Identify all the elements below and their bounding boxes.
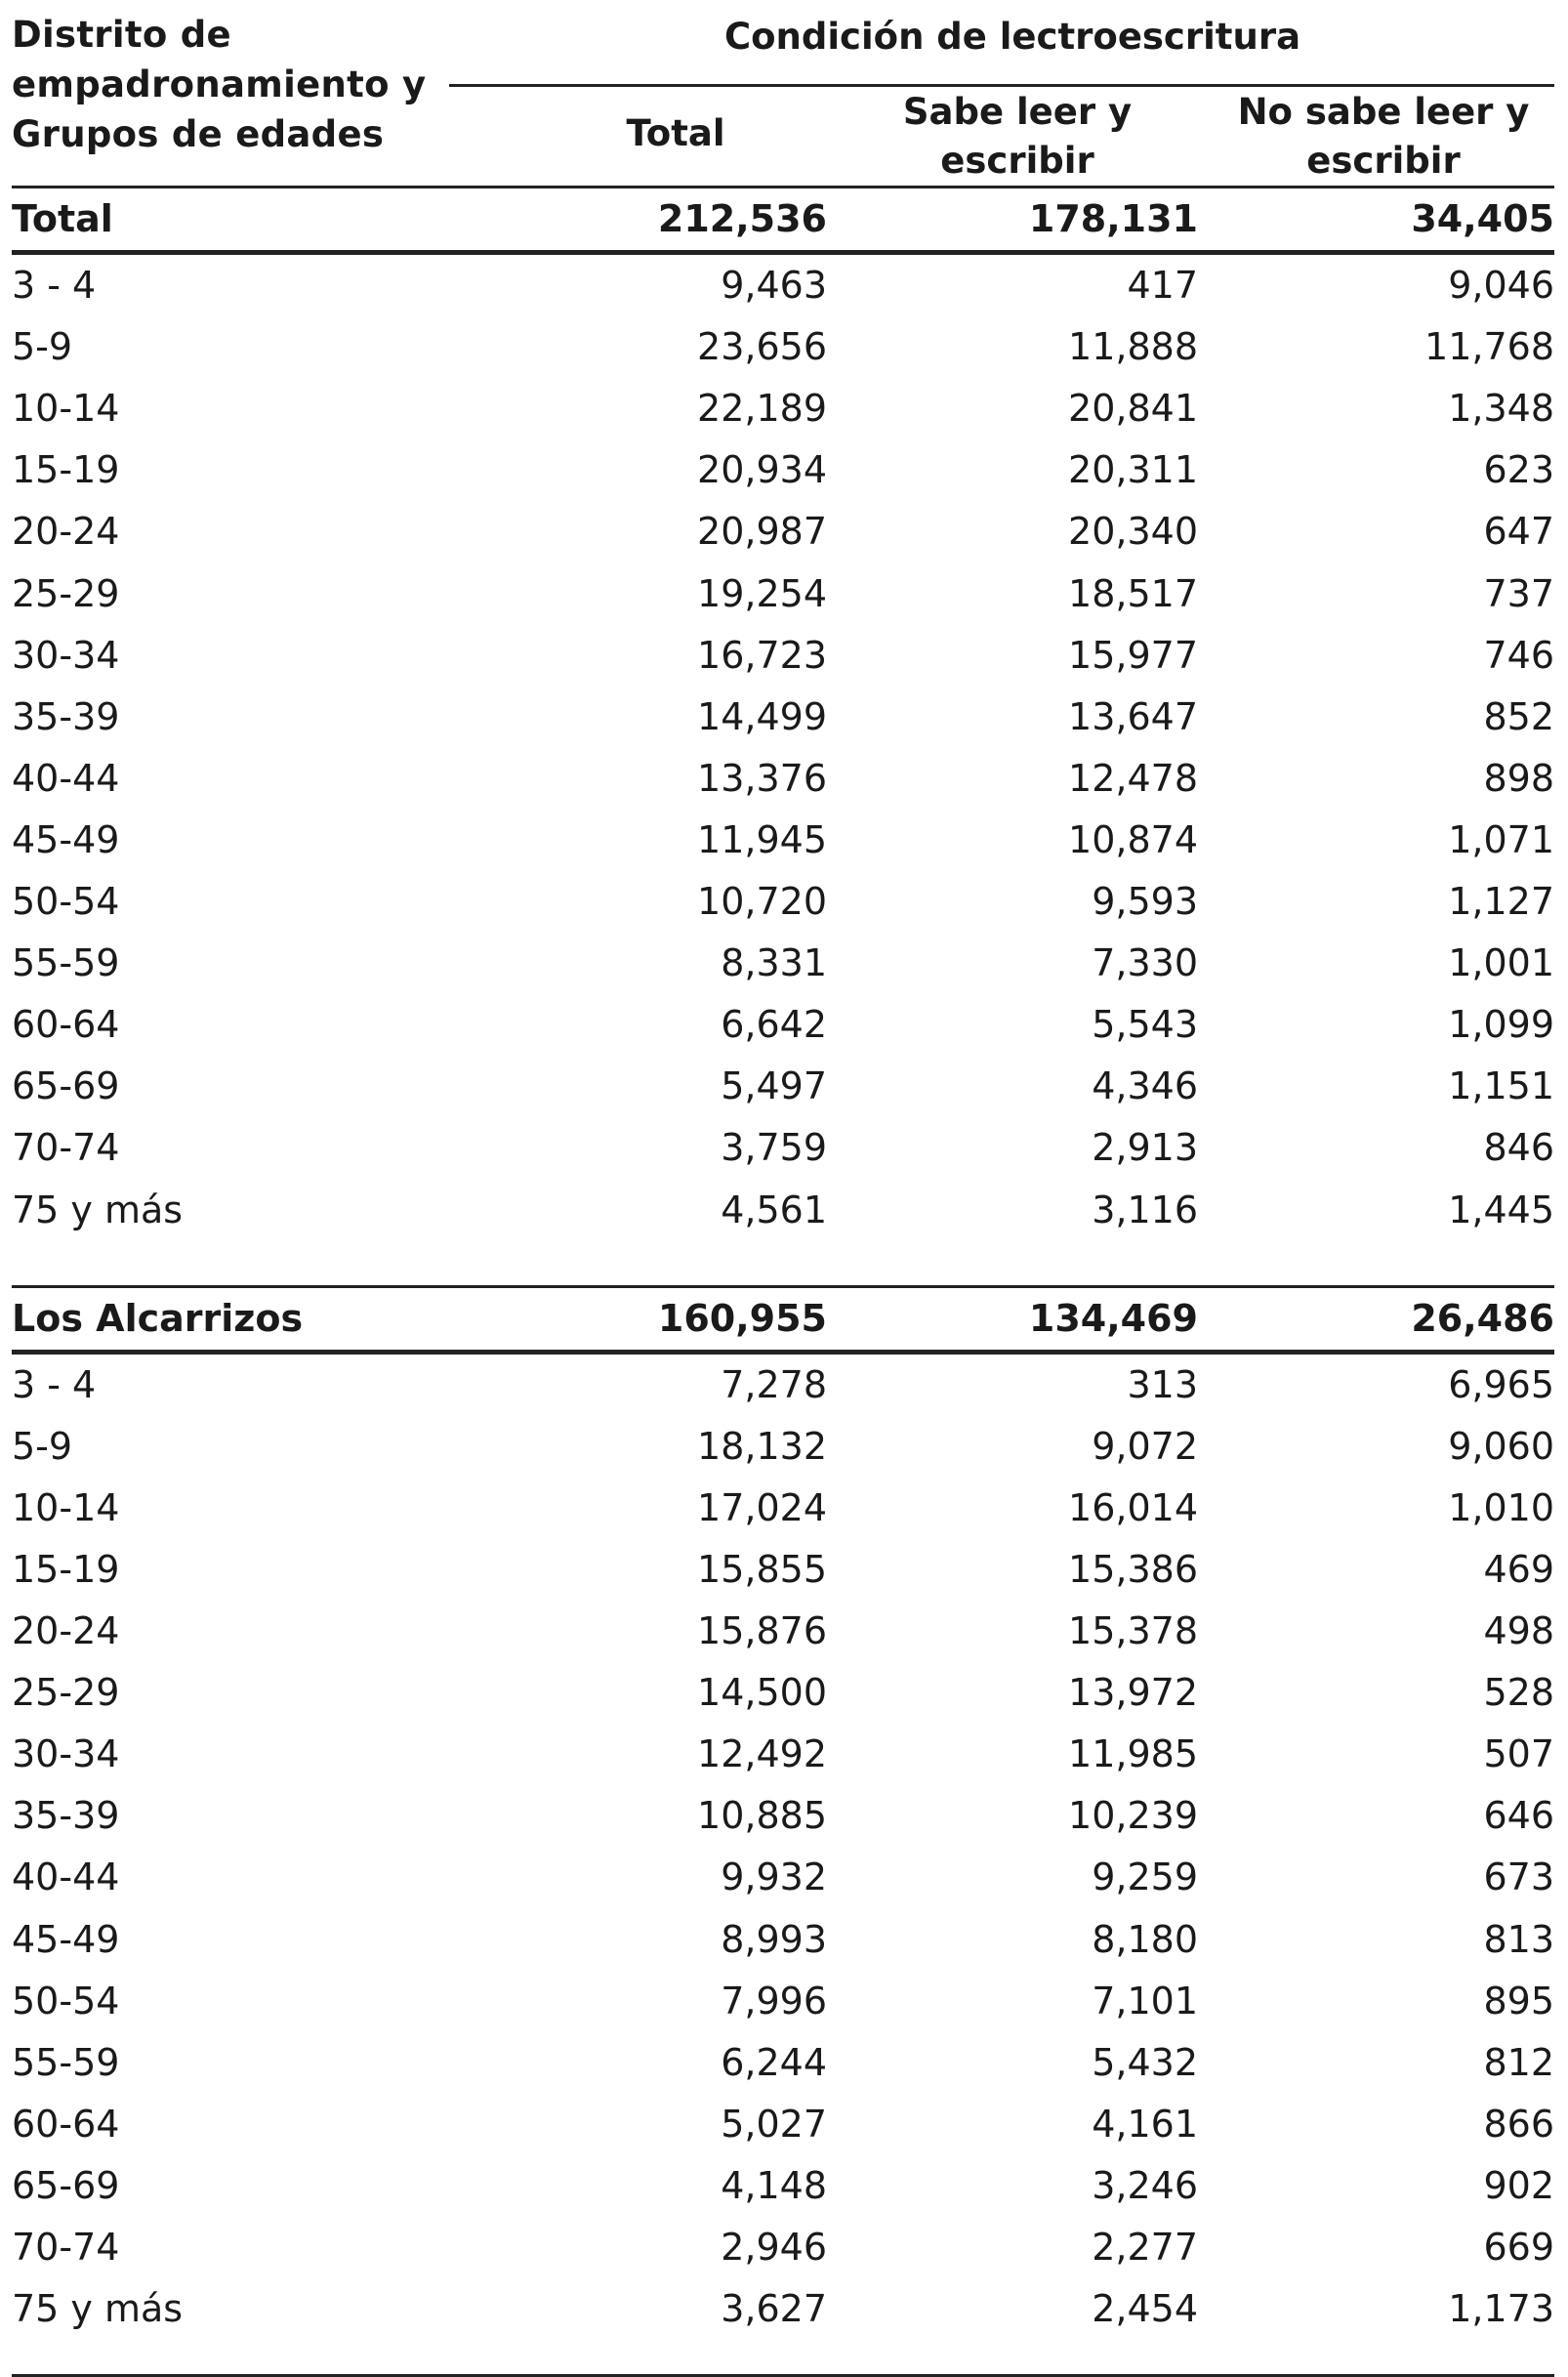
literate-value: 5,432: [1092, 2040, 1198, 2084]
illiterate-value: 1,445: [1448, 1188, 1554, 1231]
column-header-total: Total: [626, 112, 725, 154]
literate-value: 12,478: [1068, 756, 1198, 800]
illiterate-value: 9,060: [1448, 1424, 1554, 1468]
literate-value: 11,985: [1068, 1732, 1198, 1776]
illiterate-value: 898: [1483, 756, 1554, 800]
table-row: [12, 1601, 1554, 1662]
literate-value: 15,386: [1068, 1547, 1198, 1591]
total-value: 17,024: [697, 1485, 827, 1529]
literate-value: 2,277: [1092, 2226, 1198, 2269]
table-row: [12, 1785, 1554, 1847]
table-row: [12, 1056, 1554, 1117]
total-value: 16,723: [697, 633, 827, 677]
end-gap: [12, 2340, 1554, 2374]
table-row: [12, 1662, 1554, 1724]
table-row: [12, 871, 1554, 933]
table-row: [12, 810, 1554, 871]
age-group-label: 65-69: [12, 2163, 120, 2207]
literate-value: 15,977: [1068, 633, 1198, 677]
illiterate-value: 866: [1483, 2102, 1554, 2146]
table-row: [12, 2278, 1554, 2340]
illiterate-value: 11,768: [1424, 325, 1554, 369]
table-row: [12, 2155, 1554, 2217]
table-row: [12, 1117, 1554, 1179]
table-row: [12, 316, 1554, 378]
illiterate-value: 1,010: [1448, 1485, 1554, 1529]
literate-value: 178,131: [1028, 197, 1198, 240]
total-value: 4,148: [721, 2163, 827, 2207]
age-group-label: 65-69: [12, 1064, 120, 1108]
literate-value: 2,913: [1092, 1126, 1198, 1170]
total-value: 5,497: [721, 1064, 827, 1108]
literate-value: 4,161: [1092, 2102, 1198, 2146]
total-value: 9,463: [721, 264, 827, 308]
illiterate-value: 34,405: [1411, 197, 1554, 240]
literate-value: 10,874: [1068, 817, 1198, 861]
age-group-label: 50-54: [12, 880, 120, 924]
section-total-row: [12, 188, 1554, 250]
literate-value: 13,972: [1068, 1671, 1198, 1715]
section-name: Los Alcarrizos: [12, 1296, 304, 1340]
age-group-label: 30-34: [12, 633, 120, 677]
age-group-label: 10-14: [12, 1485, 120, 1529]
literate-value: 4,346: [1092, 1064, 1198, 1108]
illiterate-value: 852: [1483, 694, 1554, 738]
age-group-label: 5-9: [12, 1424, 73, 1468]
column-header-literate: Sabe leer y escribir: [902, 91, 1133, 182]
total-value: 18,132: [697, 1424, 827, 1468]
age-group-label: 30-34: [12, 1732, 120, 1776]
illiterate-value: 1,127: [1448, 880, 1554, 924]
table-row: [12, 687, 1554, 748]
total-value: 7,996: [721, 1979, 827, 2023]
total-value: 4,561: [721, 1188, 827, 1231]
total-value: 8,993: [721, 1917, 827, 1961]
age-group-label: 5-9: [12, 325, 73, 369]
age-group-label: 20-24: [12, 1609, 120, 1653]
row-label-header: Distrito de empadronamiento y Grupos de edades: [12, 14, 427, 155]
age-group-label: 20-24: [12, 510, 120, 554]
age-group-label: 40-44: [12, 1856, 120, 1899]
total-value: 8,331: [721, 941, 827, 985]
table-row: [12, 1847, 1554, 1908]
literate-value: 8,180: [1092, 1917, 1198, 1961]
illiterate-value: 1,071: [1448, 817, 1554, 861]
illiterate-value: 669: [1483, 2226, 1554, 2269]
literate-value: 20,311: [1068, 448, 1198, 492]
literate-value: 417: [1127, 264, 1198, 308]
section-total-row: [12, 1288, 1554, 1350]
illiterate-value: 1,173: [1448, 2287, 1554, 2331]
illiterate-value: 507: [1483, 1732, 1554, 1776]
age-group-label: 45-49: [12, 1917, 120, 1961]
illiterate-value: 846: [1483, 1126, 1554, 1170]
total-value: 7,278: [721, 1362, 827, 1406]
literate-value: 134,469: [1028, 1296, 1198, 1340]
table-row: [12, 1539, 1554, 1601]
age-group-label: 45-49: [12, 817, 120, 861]
table-row: [12, 378, 1554, 439]
illiterate-value: 812: [1483, 2040, 1554, 2084]
table-row: [12, 439, 1554, 501]
age-group-label: 35-39: [12, 694, 120, 738]
total-value: 2,946: [721, 2226, 827, 2269]
table-body: [12, 188, 1554, 2377]
total-value: 3,627: [721, 2287, 827, 2331]
illiterate-value: 895: [1483, 1979, 1554, 2023]
table-row: [12, 1180, 1554, 1241]
age-group-label: 15-19: [12, 448, 120, 492]
total-value: 9,932: [721, 1856, 827, 1899]
section-gap: [12, 1241, 1554, 1285]
total-value: 12,492: [697, 1732, 827, 1776]
age-group-label: 60-64: [12, 1003, 120, 1047]
age-group-label: 25-29: [12, 1671, 120, 1715]
table-row: [12, 2032, 1554, 2094]
literate-value: 16,014: [1068, 1485, 1198, 1529]
age-group-label: 50-54: [12, 1979, 120, 2023]
total-value: 5,027: [721, 2102, 827, 2146]
age-group-label: 70-74: [12, 1126, 120, 1170]
total-value: 14,499: [697, 694, 827, 738]
literate-value: 9,259: [1092, 1856, 1198, 1899]
total-value: 212,536: [657, 197, 827, 240]
total-value: 20,987: [697, 510, 827, 554]
total-value: 13,376: [697, 756, 827, 800]
literate-value: 9,072: [1092, 1424, 1198, 1468]
literate-value: 313: [1127, 1362, 1198, 1406]
table-row: [12, 1416, 1554, 1478]
illiterate-value: 9,046: [1448, 264, 1554, 308]
total-value: 19,254: [697, 571, 827, 615]
age-group-label: 70-74: [12, 2226, 120, 2269]
total-value: 15,855: [697, 1547, 827, 1591]
table-row: [12, 1355, 1554, 1416]
literate-value: 7,101: [1092, 1979, 1198, 2023]
age-group-label: 55-59: [12, 941, 120, 985]
illiterate-value: 737: [1483, 571, 1554, 615]
illiterate-value: 647: [1483, 510, 1554, 554]
table-row: [12, 255, 1554, 316]
literate-value: 10,239: [1068, 1794, 1198, 1838]
total-value: 20,934: [697, 448, 827, 492]
table-row: [12, 1478, 1554, 1539]
illiterate-value: 623: [1483, 448, 1554, 492]
literate-value: 18,517: [1068, 571, 1198, 615]
total-value: 11,945: [697, 817, 827, 861]
illiterate-value: 1,151: [1448, 1064, 1554, 1108]
total-value: 22,189: [697, 387, 827, 431]
illiterate-value: 6,965: [1448, 1362, 1554, 1406]
total-value: 14,500: [697, 1671, 827, 1715]
total-value: 15,876: [697, 1609, 827, 1653]
literate-value: 15,378: [1068, 1609, 1198, 1653]
literate-value: 13,647: [1068, 694, 1198, 738]
illiterate-value: 26,486: [1411, 1296, 1554, 1340]
age-group-label: 10-14: [12, 387, 120, 431]
literacy-table: [12, 0, 1554, 2377]
age-group-label: 3 - 4: [12, 264, 97, 308]
illiterate-value: 1,001: [1448, 941, 1554, 985]
age-group-label: 15-19: [12, 1547, 120, 1591]
literate-value: 5,543: [1092, 1003, 1198, 1047]
illiterate-value: 498: [1483, 1609, 1554, 1653]
table-row: [12, 748, 1554, 810]
literate-value: 3,246: [1092, 2163, 1198, 2207]
literate-value: 20,841: [1068, 387, 1198, 431]
illiterate-value: 673: [1483, 1856, 1554, 1899]
age-group-label: 35-39: [12, 1794, 120, 1838]
column-header-illiterate: No sabe leer y escribir: [1237, 91, 1530, 182]
literate-value: 7,330: [1092, 941, 1198, 985]
total-value: 3,759: [721, 1126, 827, 1170]
age-group-label: 3 - 4: [12, 1362, 97, 1406]
age-group-label: 40-44: [12, 756, 120, 800]
illiterate-value: 746: [1483, 633, 1554, 677]
table-row: [12, 1909, 1554, 1971]
table-row: [12, 1724, 1554, 1785]
table-header: [12, 0, 1554, 186]
total-value: 23,656: [697, 325, 827, 369]
literate-value: 20,340: [1068, 510, 1198, 554]
age-group-label: 55-59: [12, 2040, 120, 2084]
table-row: [12, 563, 1554, 625]
total-value: 160,955: [657, 1296, 827, 1340]
illiterate-value: 902: [1483, 2163, 1554, 2207]
literate-value: 11,888: [1068, 325, 1198, 369]
section-name: Total: [12, 197, 113, 240]
age-group-label: 75 y más: [12, 1188, 184, 1231]
illiterate-value: 1,348: [1448, 387, 1554, 431]
age-group-label: 75 y más: [12, 2287, 184, 2331]
total-value: 6,642: [721, 1003, 827, 1047]
total-value: 10,885: [697, 1794, 827, 1838]
table-row: [12, 994, 1554, 1056]
illiterate-value: 528: [1483, 1671, 1554, 1715]
group-header: Condición de lectroescritura: [723, 16, 1301, 58]
group-header-rule: [449, 84, 1554, 87]
table-row: [12, 625, 1554, 687]
table-row: [12, 1971, 1554, 2032]
table-row: [12, 501, 1554, 563]
illiterate-value: 813: [1483, 1917, 1554, 1961]
literate-value: 2,454: [1092, 2287, 1198, 2331]
table-row: [12, 933, 1554, 994]
total-value: 10,720: [697, 880, 827, 924]
illiterate-value: 646: [1483, 1794, 1554, 1838]
illiterate-value: 469: [1483, 1547, 1554, 1591]
literate-value: 3,116: [1092, 1188, 1198, 1231]
table-row: [12, 2217, 1554, 2278]
age-group-label: 25-29: [12, 571, 120, 615]
age-group-label: 60-64: [12, 2102, 120, 2146]
total-value: 6,244: [721, 2040, 827, 2084]
literate-value: 9,593: [1092, 880, 1198, 924]
table-row: [12, 2094, 1554, 2155]
illiterate-value: 1,099: [1448, 1003, 1554, 1047]
